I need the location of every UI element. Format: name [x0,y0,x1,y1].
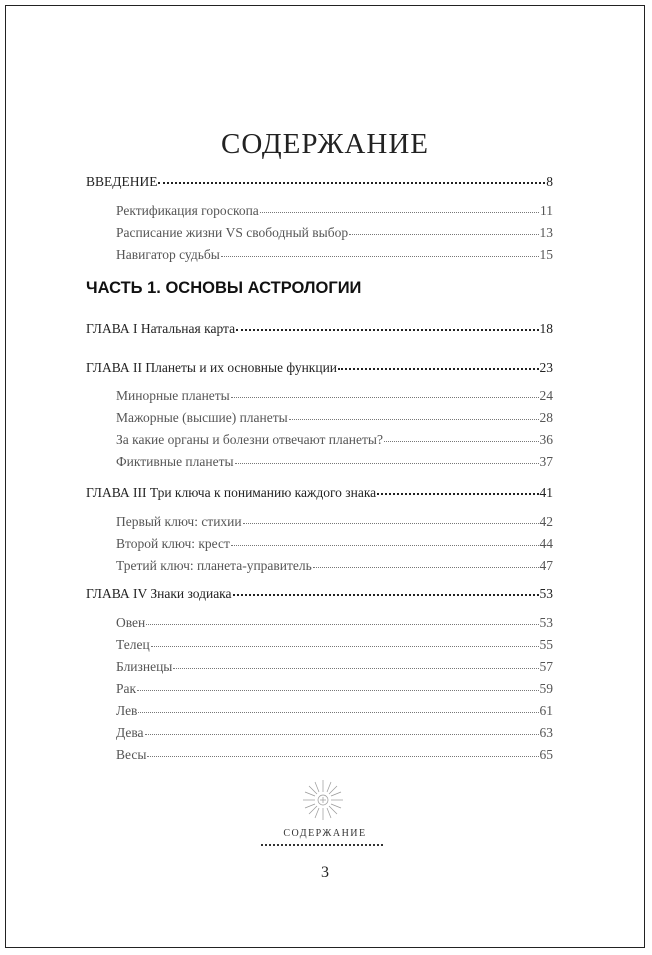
toc-subentry [116,725,553,741]
toc-subentry [116,558,553,574]
dot-leader [231,397,539,398]
toc-entry-chapter-4 [86,586,553,602]
toc-page-number: 28 [539,410,553,425]
dot-leader [231,545,539,546]
dot-leader [260,212,539,213]
toc-label: ГЛАВА III Три ключа к пониманию каждого знака [86,485,377,500]
toc-page-number: 61 [539,703,553,718]
dot-leader [233,594,539,596]
toc-subentry [116,536,553,552]
toc-page-number: 44 [539,536,553,551]
toc-subentry [116,615,553,631]
dot-leader [289,419,539,420]
toc-subentry [116,747,553,763]
toc-entry-chapter-2 [86,360,553,376]
toc-subentry [116,432,553,448]
toc-page-number: 63 [539,725,553,740]
dot-leader [384,441,539,442]
dot-leader [137,690,538,691]
book-page [5,5,645,948]
toc-label: Минорные планеты [116,388,230,403]
toc-page-number: 37 [539,454,553,469]
dot-leader [145,734,539,735]
toc-label: ГЛАВА I Натальная карта [86,321,236,336]
toc-page-number: 23 [539,360,553,375]
running-footer-label: СОДЕРЖАНИЕ [283,828,367,839]
toc-subentry [116,514,553,530]
toc-label: Телец [116,637,150,652]
toc-label: Ректификация гороскопа [116,203,259,218]
toc-entry-intro [86,174,553,190]
toc-page-number: 18 [539,321,553,336]
toc-page-number: 55 [539,637,553,652]
toc-page-number: 57 [539,659,553,674]
toc-subentry [116,203,553,219]
toc-subentry [116,703,553,719]
toc-label: ГЛАВА IV Знаки зодиака [86,586,232,601]
toc-label: Третий ключ: планета-управитель [116,558,312,573]
dot-leader [236,329,538,331]
toc-page-number: 59 [539,681,553,696]
toc-subentry [116,247,553,263]
toc-page-number: 47 [539,558,553,573]
sunburst-ornament-icon [301,778,345,822]
dot-leader [377,493,538,495]
page-title: СОДЕРЖАНИЕ [221,128,429,160]
dot-leader [221,256,539,257]
dot-leader [147,756,538,757]
dot-leader [313,567,539,568]
toc-subentry [116,681,553,697]
toc-page-number: 42 [539,514,553,529]
toc-label: Рак [116,681,137,696]
dot-leader [349,234,538,235]
toc-subentry [116,637,553,653]
dot-leader [158,182,545,184]
toc-page-number: 36 [539,432,553,447]
dot-leader [151,646,539,647]
toc-page-number: 53 [539,586,553,601]
toc-page-number: 11 [540,203,553,218]
toc-subentry [116,410,553,426]
toc-subentry [116,454,553,470]
toc-label: Навигатор судьбы [116,247,220,262]
toc-label: Лев [116,703,138,718]
toc-page-number: 53 [539,615,553,630]
toc-label: Второй ключ: крест [116,536,230,551]
toc-label: Дева [116,725,144,740]
toc-label: ВВЕДЕНИЕ [86,174,158,189]
dot-leader [173,668,538,669]
toc-label: ГЛАВА II Планеты и их основные функции [86,360,338,375]
dot-leader [235,463,539,464]
toc-page-number: 41 [539,485,553,500]
toc-label: Фиктивные планеты [116,454,234,469]
toc-page-number: 65 [539,747,553,762]
toc-subentry [116,388,553,404]
toc-page-number: 24 [539,388,553,403]
dot-leader [338,368,538,370]
toc-entry-chapter-1 [86,321,553,337]
toc-label: Овен [116,615,146,630]
footer-dotted-rule [261,844,383,846]
toc-label: Первый ключ: стихии [116,514,242,529]
toc-subentry [116,659,553,675]
toc-page-number: 13 [539,225,553,240]
dot-leader [146,624,538,625]
dot-leader [243,523,539,524]
toc-label: Мажорные (высшие) планеты [116,410,288,425]
toc-label: За какие органы и болезни отвечают планеты? [116,432,383,447]
part-heading: ЧАСТЬ 1. ОСНОВЫ АСТРОЛОГИИ [86,279,362,297]
toc-page-number: 15 [539,247,553,262]
toc-page-number: 8 [546,174,553,189]
toc-label: Весы [116,747,147,762]
toc-subentry [116,225,553,241]
page-number: 3 [321,864,329,881]
toc-entry-chapter-3 [86,485,553,501]
dot-leader [138,712,538,713]
toc-label: Расписание жизни VS свободный выбор [116,225,349,240]
toc-label: Близнецы [116,659,173,674]
